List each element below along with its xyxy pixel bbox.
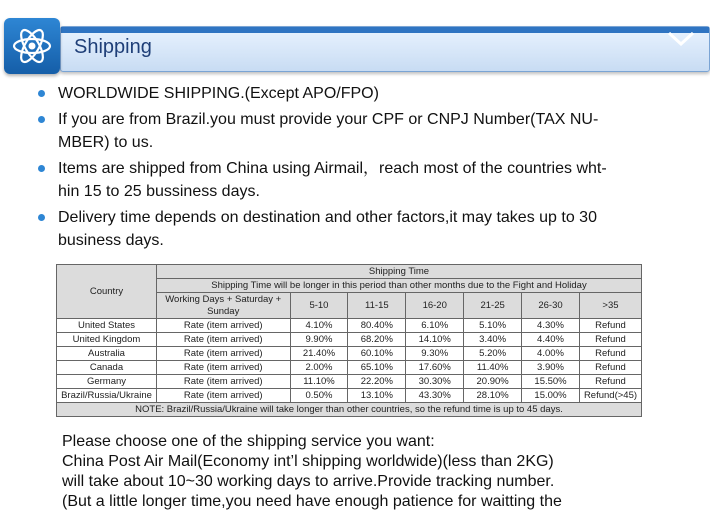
atom-icon — [10, 24, 54, 68]
country-cell: Canada — [57, 361, 157, 375]
value-cell: 5.10% — [464, 319, 522, 333]
header-icon-box — [4, 18, 60, 74]
value-cell: 0.50% — [290, 389, 348, 403]
value-cell: Refund(>45) — [579, 389, 641, 403]
value-cell: 4.30% — [522, 319, 580, 333]
table-subtitle: Shipping Time will be longer in this period than other months due to the Fight and Holiday — [156, 279, 641, 293]
shipping-time-table — [56, 264, 642, 417]
value-cell: 65.10% — [348, 361, 406, 375]
table-row — [57, 319, 642, 333]
day-range-header: 21-25 — [464, 293, 522, 319]
day-range-header: >35 — [579, 293, 641, 319]
list-item — [36, 157, 676, 203]
note-line: hin 15 to 25 bussiness days. — [58, 183, 260, 200]
note-line: WORLDWIDE SHIPPING.(Except APO/FPO) — [58, 85, 379, 102]
bullet-icon — [38, 165, 45, 172]
value-cell: 60.10% — [348, 347, 406, 361]
value-cell: 11.10% — [290, 375, 348, 389]
value-cell: Refund — [579, 375, 641, 389]
country-cell: Australia — [57, 347, 157, 361]
value-cell: 4.00% — [522, 347, 580, 361]
table-row — [57, 333, 642, 347]
value-cell: 6.10% — [406, 319, 464, 333]
day-range-header: 26-30 — [522, 293, 580, 319]
value-cell: 14.10% — [406, 333, 464, 347]
value-cell: Refund — [579, 333, 641, 347]
list-item — [36, 206, 676, 252]
footer-line: China Post Air Mail(Economy int’l shipping worldwide)(less than 2KG) — [62, 453, 554, 470]
rate-cell: Rate (item arrived) — [156, 319, 290, 333]
rate-cell: Rate (item arrived) — [156, 333, 290, 347]
value-cell: 30.30% — [406, 375, 464, 389]
value-cell: 4.40% — [522, 333, 580, 347]
rate-cell: Rate (item arrived) — [156, 375, 290, 389]
note-line: business days. — [58, 232, 164, 249]
table-row — [57, 347, 642, 361]
footer-line: will take about 10~30 working days to arrive.Provide tracking number. — [62, 473, 555, 490]
day-range-header: 11-15 — [348, 293, 406, 319]
header-bar — [60, 26, 710, 72]
value-cell: Refund — [579, 361, 641, 375]
value-cell: 22.20% — [348, 375, 406, 389]
table-row — [57, 361, 642, 375]
shipping-service-text — [62, 432, 682, 512]
table-title: Shipping Time — [156, 265, 641, 279]
note-line: MBER) to us. — [58, 134, 154, 151]
rate-cell: Rate (item arrived) — [156, 347, 290, 361]
value-cell: 3.40% — [464, 333, 522, 347]
value-cell: 11.40% — [464, 361, 522, 375]
list-item — [36, 108, 676, 154]
shipping-header — [4, 18, 708, 76]
rate-cell: Rate (item arrived) — [156, 389, 290, 403]
value-cell: 3.90% — [522, 361, 580, 375]
value-cell: 4.10% — [290, 319, 348, 333]
bullet-icon — [38, 214, 45, 221]
rate-cell: Rate (item arrived) — [156, 361, 290, 375]
note-line: Delivery time depends on destination and other factors,it may takes up to 30 — [58, 209, 597, 226]
bullet-icon — [38, 116, 45, 123]
list-item — [36, 82, 676, 105]
country-cell: United Kingdom — [57, 333, 157, 347]
country-cell: United States — [57, 319, 157, 333]
value-cell: 21.40% — [290, 347, 348, 361]
shipping-notes-list — [36, 82, 676, 255]
note-line: If you are from Brazil.you must provide your CPF or CNPJ Number(TAX NU- — [58, 111, 599, 128]
table-row — [57, 389, 642, 403]
page-title: Shipping — [74, 36, 152, 58]
value-cell: 9.90% — [290, 333, 348, 347]
table-row — [57, 375, 642, 389]
value-cell: Refund — [579, 319, 641, 333]
footer-line: (But a little longer time,you need have enough patience for waitting the — [62, 493, 562, 510]
value-cell: 20.90% — [464, 375, 522, 389]
value-cell: 17.60% — [406, 361, 464, 375]
value-cell: 68.20% — [348, 333, 406, 347]
day-range-header: 5-10 — [290, 293, 348, 319]
value-cell: 43.30% — [406, 389, 464, 403]
value-cell: 15.50% — [522, 375, 580, 389]
shipping-time-table-wrap — [56, 264, 642, 414]
bullet-icon — [38, 90, 45, 97]
country-cell: Germany — [57, 375, 157, 389]
country-header: Country — [57, 265, 157, 319]
value-cell: 28.10% — [464, 389, 522, 403]
working-days-header: Working Days + Saturday + Sunday — [156, 293, 290, 319]
country-cell: Brazil/Russia/Ukraine — [57, 389, 157, 403]
chevron-down-icon — [668, 32, 694, 46]
value-cell: 9.30% — [406, 347, 464, 361]
value-cell: 2.00% — [290, 361, 348, 375]
table-note: NOTE: Brazil/Russia/Ukraine will take longer than other countries, so the refund time is up to 45 days. — [57, 403, 642, 417]
footer-line: Please choose one of the shipping service you want: — [62, 433, 435, 450]
note-line: Items are shipped from China using Airmail，reach most of the countries wht- — [58, 160, 607, 177]
value-cell: 15.00% — [522, 389, 580, 403]
value-cell: 5.20% — [464, 347, 522, 361]
value-cell: 13.10% — [348, 389, 406, 403]
day-range-header: 16-20 — [406, 293, 464, 319]
value-cell: 80.40% — [348, 319, 406, 333]
value-cell: Refund — [579, 347, 641, 361]
